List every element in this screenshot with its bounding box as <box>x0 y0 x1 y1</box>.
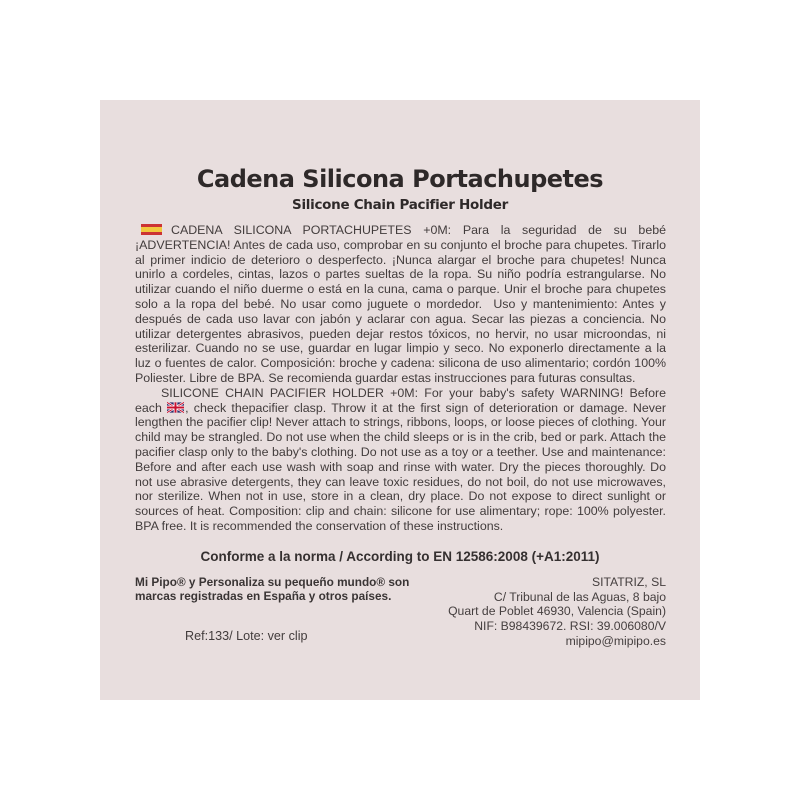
english-instructions-text-before-flag: SILICONE CHAIN PACIFIER HOLDER +0M: For your baby's safety WARNING! Before each <box>135 385 666 415</box>
footer-columns <box>135 575 666 649</box>
spanish-instructions-text: CADENA SILICONA PORTACHUPETES +0M: Para la seguridad de su bebé ¡ADVERTENCIA! Antes de cada uso, comprobar en su conjunto el broche para chupetes. Tirarlo al primer indicio de deterioro o desperfecto. ¡Nunca alargar el broche para chupetes! Nunca unirlo a cordeles, cintas, lazos o partes sueltas de la ropa. Su niño podría estrangularse. No utilizar cuando el niño duerme o está en la cuna, cama o parque. Unir el broche para chupetes solo a la ropa del bebé. No usar como juguete o mordedor. Uso y mantenimiento: Antes y después de cada uso lavar con jabón y aclarar con agua. Secar las piezas a conciencia. No utilizar detergentes abrasivos, pueden dejar restos tóxicos, no hervir, no usar microondas, ni esterilizar. Cuando no se use, guardar en lugar limpio y seco. No exponerlo directamente a la luz o fuentes de calor. Composición: broche y cadena: silicona de uso alimentario; cordón 100% Poliester. Libre de BPA. Se recomienda guardar estas instrucciones para futuras consultas. <box>135 223 666 385</box>
company-city: Quart de Poblet 46930, Valencia (Spain) <box>448 604 666 619</box>
uk-flag-icon <box>167 402 184 413</box>
company-address-block <box>422 575 666 649</box>
english-instructions-text-after-flag: , check thepacifier clasp. Throw it at the first sign of deterioration or damage. Never lengthen the pacifier clip! Never attach to strings, ribbons, loops, or loose pieces of clothing. Your child may be strangled. Do not use when the child sleeps or is in the crib, bed or park. Attach the pacifier clasp only to the baby's clothing. Do not use as a toy or a teether. Use and maintenance: Before and after each use wash with soap and rinse with water. Dry the pieces thoroughly. Do not use abrasive detergents, they can leave toxic residues, do not boil, do not use microwaves, nor sterilize. When not in use, store in a clean, dry place. Do not expose to direct sunlight or sources of heat. Composition: clip and chain: silicone for use alimentary; rope: 100% polyester. BPA free. It is recommended the conservation of these instructions. <box>135 400 666 533</box>
instructions-block <box>135 223 666 534</box>
spanish-instructions <box>135 223 666 386</box>
english-instructions <box>135 386 666 534</box>
footer-left-column <box>135 575 411 643</box>
standard-compliance-line: Conforme a la norma / According to EN 12586:2008 (+A1:2011) <box>200 548 600 564</box>
product-subtitle: Silicone Chain Pacifier Holder <box>292 197 508 213</box>
product-label <box>100 100 700 700</box>
company-email: mipipo@mipipo.es <box>565 633 666 648</box>
company-registration-ids: NIF: B98439672. RSI: 39.006080/V <box>474 619 666 634</box>
spain-flag-icon <box>141 224 162 235</box>
product-title: Cadena Silicona Portachupetes <box>196 165 604 193</box>
company-street: C/ Tribunal de las Aguas, 8 bajo <box>493 589 666 604</box>
trademark-notice: Mi Pipo® y Personaliza su pequeño mundo® son marcas registradas en España y otros países. <box>135 574 410 603</box>
company-name: SITATRIZ, SL <box>591 574 666 589</box>
ref-lot-line: Ref:133/ Lote: ver clip <box>185 628 308 643</box>
